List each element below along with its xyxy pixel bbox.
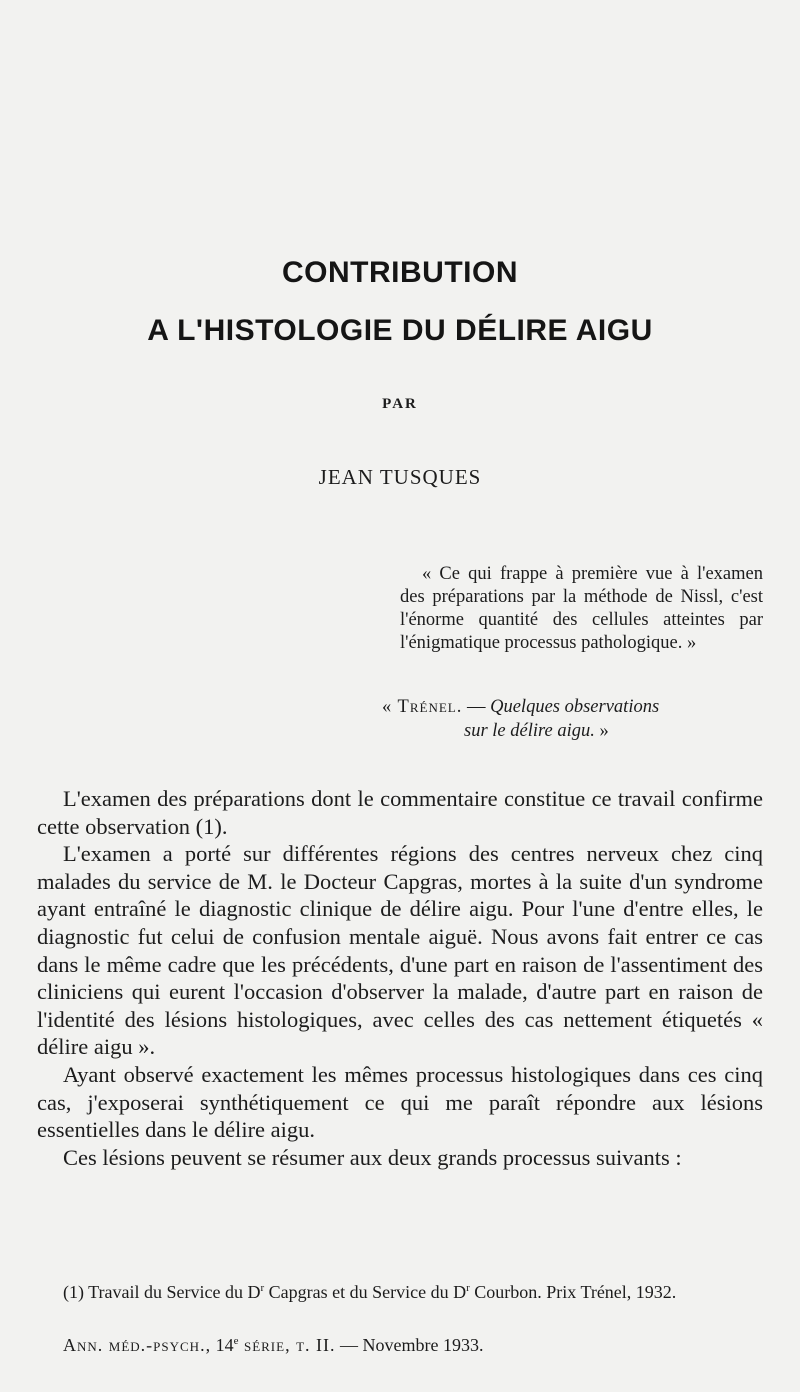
attribution-end: » <box>594 721 609 741</box>
footer-series-num: 14 <box>211 1335 234 1355</box>
journal-footer <box>63 1335 763 1356</box>
footer-date: — Novembre 1933. <box>335 1335 484 1355</box>
footnote-part1: (1) Travail du Service du D <box>63 1282 261 1302</box>
body-paragraph: Ces lésions peuvent se résumer aux deux grands processus suivants : <box>63 1144 682 1170</box>
footer-series-sup: e <box>233 1335 239 1347</box>
article-body <box>37 785 763 1171</box>
footer-journal: Ann. méd.-psych., <box>63 1335 212 1355</box>
attribution-author: « Trénel. <box>382 697 463 717</box>
attribution-dash: — <box>462 697 491 717</box>
epigraph-attribution <box>382 695 762 743</box>
body-paragraph: Ayant observé exactement les mêmes processus histologiques dans ces cinq cas, j'exposerai synthétiquement ce qui me paraît répondre aux lésions essentielles dans le délire aigu. <box>37 1061 763 1143</box>
article-title-line1: CONTRIBUTION <box>282 256 518 289</box>
attribution-title-line1: Quelques observations <box>490 697 660 717</box>
author-name: JEAN TUSQUES <box>318 465 482 489</box>
footer-series-rest: série, t. II. <box>238 1335 336 1355</box>
footnote <box>37 1277 763 1304</box>
epigraph-quote: « Ce qui frappe à première vue à l'examen des préparations par la méthode de Nissl, c'est l'énorme quantité des cellules atteintes par l'énigmatique processus pathologique. » <box>400 564 763 653</box>
footnote-part2: Capgras et du Service du D <box>264 1282 467 1302</box>
byline-par: PAR <box>382 396 418 412</box>
footnote-sup2: r <box>466 1282 470 1294</box>
attribution-title-line2: sur le délire aigu. <box>464 721 595 741</box>
article-title-line2: A L'HISTOLOGIE DU DÉLIRE AIGU <box>147 314 653 347</box>
footnote-part3: Courbon. Prix Trénel, 1932. <box>469 1282 677 1302</box>
body-paragraph: L'examen a porté sur différentes régions des centres nerveux chez cinq malades du service de M. le Docteur Capgras, mortes à la suite d'un syndrome ayant entraîné le diagnostic clinique de délire aigu. Pour l'une d'entre elles, le diagnostic fut celui de confusion mentale aiguë. Nous avons fait entrer ce cas dans le même cadre que les précédents, d'une part en raison de l'assentiment des cliniciens qui eurent l'occasion d'observer la malade, d'autre part en raison de l'identité des lésions histologiques, avec celles des cas nettement étiquetés « délire aigu ». <box>37 841 763 1060</box>
epigraph <box>400 563 763 655</box>
body-paragraph: L'examen des préparations dont le commentaire constitue ce travail confirme cette observation (1). <box>37 786 763 839</box>
footnote-sup1: r <box>260 1282 265 1294</box>
